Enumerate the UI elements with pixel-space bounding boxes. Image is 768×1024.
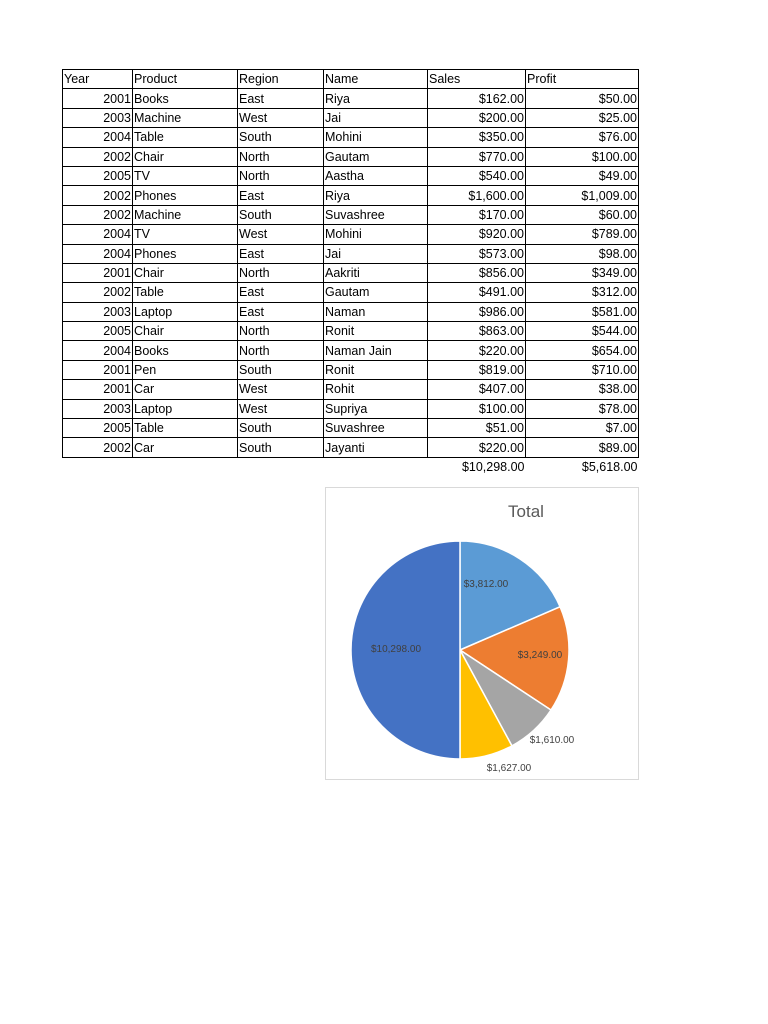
- cell-year[interactable]: 2003: [63, 399, 133, 418]
- slice-data-label: $1,627.00: [486, 763, 532, 774]
- data-table: [62, 69, 639, 476]
- cell-name[interactable]: Gautam: [324, 147, 428, 166]
- cell-region[interactable]: South: [238, 438, 324, 457]
- pie-chart[interactable]: [325, 487, 639, 780]
- chart-title: Total: [508, 502, 544, 521]
- cell-profit[interactable]: $710.00: [526, 360, 639, 379]
- header-profit[interactable]: Profit: [526, 70, 639, 89]
- cell-name[interactable]: Jai: [324, 244, 428, 263]
- cell-region[interactable]: West: [238, 108, 324, 127]
- cell-name[interactable]: Aakriti: [324, 263, 428, 282]
- totals-row: [63, 457, 639, 476]
- header-product[interactable]: Product: [133, 70, 238, 89]
- cell-year[interactable]: 2004: [63, 244, 133, 263]
- cell-profit[interactable]: $7.00: [526, 419, 639, 438]
- cell-product[interactable]: Machine: [133, 205, 238, 224]
- cell-name[interactable]: Naman Jain: [324, 341, 428, 360]
- cell-name[interactable]: Suvashree: [324, 205, 428, 224]
- cell-product[interactable]: Machine: [133, 108, 238, 127]
- table-row: [63, 89, 639, 108]
- table-row: [63, 399, 639, 418]
- cell-profit[interactable]: $789.00: [526, 225, 639, 244]
- cell-year[interactable]: 2002: [63, 186, 133, 205]
- table-row: [63, 283, 639, 302]
- table-row: [63, 302, 639, 321]
- cell-year[interactable]: 2002: [63, 205, 133, 224]
- table-row: [63, 166, 639, 185]
- cell-year[interactable]: 2005: [63, 322, 133, 341]
- cell-product[interactable]: Laptop: [133, 399, 238, 418]
- table-row: [63, 128, 639, 147]
- cell-region[interactable]: South: [238, 205, 324, 224]
- table-row: [63, 438, 639, 457]
- table-row: [63, 380, 639, 399]
- cell-product[interactable]: Chair: [133, 322, 238, 341]
- cell-year[interactable]: 2004: [63, 225, 133, 244]
- cell-region[interactable]: North: [238, 341, 324, 360]
- cell-sales[interactable]: $51.00: [428, 419, 526, 438]
- cell-profit[interactable]: $312.00: [526, 283, 639, 302]
- cell-product[interactable]: Books: [133, 89, 238, 108]
- cell-product[interactable]: Car: [133, 438, 238, 457]
- cell-year[interactable]: 2001: [63, 360, 133, 379]
- cell-name[interactable]: Riya: [324, 186, 428, 205]
- header-region[interactable]: Region: [238, 70, 324, 89]
- table-row: [63, 225, 639, 244]
- cell-profit[interactable]: $50.00: [526, 89, 639, 108]
- cell-profit[interactable]: $1,009.00: [526, 186, 639, 205]
- cell-product[interactable]: TV: [133, 166, 238, 185]
- cell-profit[interactable]: $78.00: [526, 399, 639, 418]
- cell-product[interactable]: Table: [133, 419, 238, 438]
- cell-year[interactable]: 2002: [63, 283, 133, 302]
- table-row: [63, 147, 639, 166]
- cell-name[interactable]: Mohini: [324, 128, 428, 147]
- cell-year[interactable]: 2001: [63, 380, 133, 399]
- cell-sales[interactable]: $170.00: [428, 205, 526, 224]
- cell-sales[interactable]: $540.00: [428, 166, 526, 185]
- cell-sales[interactable]: $220.00: [428, 341, 526, 360]
- cell-profit[interactable]: $98.00: [526, 244, 639, 263]
- cell-region[interactable]: East: [238, 186, 324, 205]
- cell-region[interactable]: South: [238, 128, 324, 147]
- slice-data-label: $1,610.00: [529, 735, 575, 746]
- cell-profit[interactable]: $25.00: [526, 108, 639, 127]
- cell-product[interactable]: Car: [133, 380, 238, 399]
- cell-year[interactable]: 2002: [63, 438, 133, 457]
- cell-year[interactable]: 2004: [63, 341, 133, 360]
- table-row: [63, 205, 639, 224]
- cell-name[interactable]: Jai: [324, 108, 428, 127]
- cell-year[interactable]: 2001: [63, 89, 133, 108]
- cell-product[interactable]: TV: [133, 225, 238, 244]
- cell-region[interactable]: East: [238, 302, 324, 321]
- cell-sales[interactable]: $920.00: [428, 225, 526, 244]
- cell-name[interactable]: Ronit: [324, 360, 428, 379]
- cell-sales[interactable]: $986.00: [428, 302, 526, 321]
- sales-total[interactable]: $10,298.00: [461, 460, 525, 474]
- header-sales[interactable]: Sales: [428, 70, 526, 89]
- cell-sales[interactable]: $200.00: [428, 108, 526, 127]
- cell-product[interactable]: Phones: [133, 244, 238, 263]
- slice-data-label: $3,249.00: [517, 650, 563, 661]
- cell-profit[interactable]: $38.00: [526, 380, 639, 399]
- cell-sales[interactable]: $856.00: [428, 263, 526, 282]
- cell-profit[interactable]: $100.00: [526, 147, 639, 166]
- table-row: [63, 419, 639, 438]
- cell-region[interactable]: West: [238, 399, 324, 418]
- cell-year[interactable]: 2002: [63, 147, 133, 166]
- cell-sales[interactable]: $220.00: [428, 438, 526, 457]
- pie-chart-canvas: [326, 488, 638, 779]
- cell-region[interactable]: South: [238, 419, 324, 438]
- cell-product[interactable]: Chair: [133, 263, 238, 282]
- cell-year[interactable]: 2003: [63, 302, 133, 321]
- cell-product[interactable]: Laptop: [133, 302, 238, 321]
- cell-region[interactable]: North: [238, 166, 324, 185]
- cell-sales[interactable]: $407.00: [428, 380, 526, 399]
- cell-profit[interactable]: $581.00: [526, 302, 639, 321]
- cell-profit[interactable]: $544.00: [526, 322, 639, 341]
- cell-region[interactable]: West: [238, 380, 324, 399]
- cell-profit[interactable]: $60.00: [526, 205, 639, 224]
- cell-name[interactable]: Supriya: [324, 399, 428, 418]
- header-name[interactable]: Name: [324, 70, 428, 89]
- slice-data-label: $10,298.00: [370, 644, 422, 655]
- cell-year[interactable]: 2004: [63, 128, 133, 147]
- cell-year[interactable]: 2005: [63, 166, 133, 185]
- cell-name[interactable]: Gautam: [324, 283, 428, 302]
- cell-product[interactable]: Phones: [133, 186, 238, 205]
- cell-sales[interactable]: $1,600.00: [428, 186, 526, 205]
- cell-sales[interactable]: $770.00: [428, 147, 526, 166]
- cell-region[interactable]: North: [238, 147, 324, 166]
- cell-name[interactable]: Rohit: [324, 380, 428, 399]
- cell-region[interactable]: East: [238, 244, 324, 263]
- cell-region[interactable]: East: [238, 283, 324, 302]
- header-year[interactable]: Year: [63, 70, 133, 89]
- table-row: [63, 341, 639, 360]
- cell-sales[interactable]: $350.00: [428, 128, 526, 147]
- table-row: [63, 244, 639, 263]
- cell-name[interactable]: Naman: [324, 302, 428, 321]
- cell-year[interactable]: 2003: [63, 108, 133, 127]
- cell-name[interactable]: Jayanti: [324, 438, 428, 457]
- cell-year[interactable]: 2005: [63, 419, 133, 438]
- cell-region[interactable]: East: [238, 89, 324, 108]
- table-row: [63, 186, 639, 205]
- cell-product[interactable]: Chair: [133, 147, 238, 166]
- cell-sales[interactable]: $100.00: [428, 399, 526, 418]
- table-row: [63, 360, 639, 379]
- cell-name[interactable]: Aastha: [324, 166, 428, 185]
- cell-name[interactable]: Riya: [324, 89, 428, 108]
- cell-profit[interactable]: $49.00: [526, 166, 639, 185]
- table-row: [63, 263, 639, 282]
- cell-profit[interactable]: $654.00: [526, 341, 639, 360]
- cell-sales[interactable]: $819.00: [428, 360, 526, 379]
- cell-product[interactable]: Table: [133, 128, 238, 147]
- cell-region[interactable]: North: [238, 322, 324, 341]
- cell-profit[interactable]: $349.00: [526, 263, 639, 282]
- cell-region[interactable]: West: [238, 225, 324, 244]
- slice-data-label: $3,812.00: [463, 579, 509, 590]
- cell-name[interactable]: Suvashree: [324, 419, 428, 438]
- header-row: [63, 70, 639, 89]
- cell-sales[interactable]: $162.00: [428, 89, 526, 108]
- table-row: [63, 322, 639, 341]
- cell-profit[interactable]: $89.00: [526, 438, 639, 457]
- cell-sales[interactable]: $491.00: [428, 283, 526, 302]
- profit-total[interactable]: $5,618.00: [581, 460, 638, 474]
- cell-region[interactable]: North: [238, 263, 324, 282]
- cell-profit[interactable]: $76.00: [526, 128, 639, 147]
- cell-sales[interactable]: $573.00: [428, 244, 526, 263]
- cell-region[interactable]: South: [238, 360, 324, 379]
- cell-sales[interactable]: $863.00: [428, 322, 526, 341]
- cell-year[interactable]: 2001: [63, 263, 133, 282]
- cell-product[interactable]: Pen: [133, 360, 238, 379]
- table-row: [63, 108, 639, 127]
- cell-product[interactable]: Books: [133, 341, 238, 360]
- cell-product[interactable]: Table: [133, 283, 238, 302]
- cell-name[interactable]: Ronit: [324, 322, 428, 341]
- cell-name[interactable]: Mohini: [324, 225, 428, 244]
